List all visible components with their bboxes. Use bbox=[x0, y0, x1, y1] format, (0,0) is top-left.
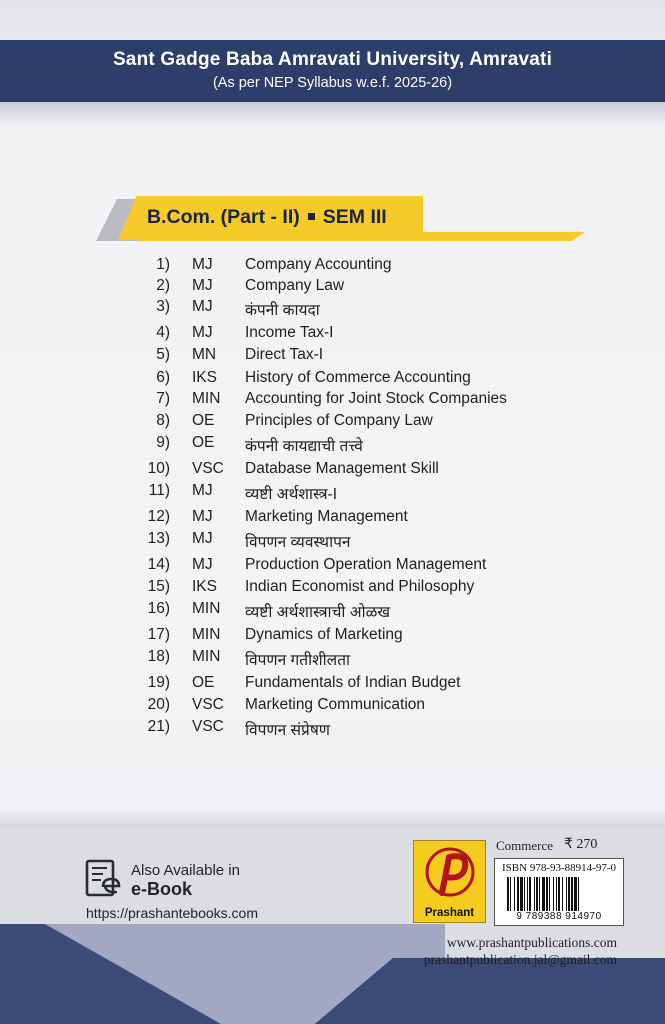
subject-title: विपणन व्यवस्थापन bbox=[245, 534, 351, 551]
barcode-bar bbox=[546, 877, 548, 911]
footer-shade bbox=[0, 808, 665, 830]
subject-number: 8) bbox=[156, 412, 170, 429]
barcode-bar bbox=[556, 877, 557, 911]
subject-title: Database Management Skill bbox=[245, 460, 439, 477]
subject-title: Income Tax-I bbox=[245, 324, 334, 341]
subject-number: 10) bbox=[147, 460, 170, 477]
subject-number: 15) bbox=[147, 578, 170, 595]
barcode-bar bbox=[524, 877, 525, 911]
barcode-bar bbox=[534, 877, 535, 911]
syllabus-note: (As per NEP Syllabus w.e.f. 2025-26) bbox=[212, 75, 453, 91]
subject-title: विपणन गतीशीलता bbox=[245, 652, 351, 669]
subject-number: 5) bbox=[156, 346, 170, 363]
barcode-bar bbox=[520, 877, 523, 911]
barcode-digits: 9 789388 914970 bbox=[516, 911, 602, 922]
subject-number: 16) bbox=[147, 600, 170, 617]
subject-title: Production Operation Management bbox=[245, 556, 487, 573]
subject-title: Company Accounting bbox=[245, 256, 392, 273]
barcode-bar bbox=[507, 877, 509, 911]
course-title bbox=[147, 206, 387, 229]
subject-code: MJ bbox=[192, 298, 213, 315]
subject-code: OE bbox=[192, 674, 215, 691]
barcode-bar bbox=[562, 877, 563, 911]
barcode-bar bbox=[566, 877, 567, 911]
subject-number: 11) bbox=[148, 482, 170, 499]
header-band bbox=[0, 40, 665, 102]
also-available-text: Also Available in bbox=[131, 862, 240, 879]
ebook-icon bbox=[83, 859, 123, 899]
barcode-bar bbox=[527, 877, 528, 911]
subject-code: MJ bbox=[192, 508, 213, 525]
subject-number: 14) bbox=[147, 556, 170, 573]
barcode-icon bbox=[505, 877, 613, 911]
course-part: B.Com. (Part - II) bbox=[147, 206, 300, 228]
subject-title: Fundamentals of Indian Budget bbox=[245, 674, 461, 691]
barcode-bar bbox=[558, 877, 560, 911]
subject-code: VSC bbox=[192, 718, 224, 735]
subject-title: Marketing Communication bbox=[245, 696, 426, 713]
subject-number: 21) bbox=[147, 718, 170, 735]
subject-code: MJ bbox=[192, 324, 213, 341]
subject-code: MJ bbox=[192, 530, 213, 547]
subject-number: 13) bbox=[147, 530, 170, 547]
university-name: Sant Gadge Baba Amravati University, Amravati bbox=[112, 49, 553, 70]
barcode-bar bbox=[514, 877, 515, 911]
subject-code: MJ bbox=[192, 482, 213, 499]
logo-label: Prashant bbox=[424, 907, 475, 919]
subject-title: Direct Tax-I bbox=[245, 346, 324, 363]
subject-number: 2) bbox=[156, 277, 170, 294]
ebook-label: e-Book bbox=[131, 879, 193, 899]
subject-code: MN bbox=[192, 346, 217, 363]
isbn-text: ISBN 978-93-88914-97-0 bbox=[502, 862, 616, 874]
barcode-bar bbox=[571, 877, 573, 911]
subject-title: Principles of Company Law bbox=[245, 412, 433, 429]
category-label: Commerce bbox=[496, 838, 554, 853]
subject-code: IKS bbox=[192, 578, 217, 595]
subject-title: History of Commerce Accounting bbox=[245, 369, 471, 386]
subject-number: 1) bbox=[156, 256, 170, 273]
barcode-bar bbox=[574, 877, 577, 911]
subject-number: 7) bbox=[156, 390, 170, 407]
subject-code: MJ bbox=[192, 556, 213, 573]
subject-title: Accounting for Joint Stock Companies bbox=[245, 390, 507, 407]
subject-code: MIN bbox=[192, 390, 221, 407]
barcode-bar bbox=[578, 877, 579, 911]
square-bullet-icon bbox=[308, 213, 315, 220]
subject-title: कंपनी कायदा bbox=[245, 302, 320, 319]
subject-title: कंपनी कायद्याची तत्त्वे bbox=[245, 438, 363, 455]
subject-number: 12) bbox=[147, 508, 170, 525]
prashant-p-icon bbox=[425, 845, 475, 903]
barcode-bar bbox=[549, 877, 550, 911]
subject-title: Company Law bbox=[245, 277, 345, 294]
subject-number: 9) bbox=[156, 434, 170, 451]
barcode-bar bbox=[539, 877, 540, 911]
prashant-logo bbox=[413, 840, 486, 923]
subject-title: Marketing Management bbox=[245, 508, 408, 525]
subject-code: MIN bbox=[192, 626, 221, 643]
subject-title: Indian Economist and Philosophy bbox=[245, 578, 475, 595]
subject-code: OE bbox=[192, 434, 215, 451]
subject-code: IKS bbox=[192, 369, 217, 386]
subject-code: VSC bbox=[192, 460, 224, 477]
subject-number: 4) bbox=[156, 324, 170, 341]
barcode-bar bbox=[517, 877, 519, 911]
barcode-bar bbox=[510, 877, 511, 911]
subject-title: Dynamics of Marketing bbox=[245, 626, 403, 643]
barcode-bar bbox=[568, 877, 570, 911]
publisher-website[interactable]: www.prashantpublications.com bbox=[446, 935, 617, 950]
price-label: ₹ 270 bbox=[564, 837, 598, 852]
subject-code: OE bbox=[192, 412, 215, 429]
banner-underline bbox=[140, 232, 585, 241]
barcode-bar bbox=[553, 877, 554, 911]
course-semester: SEM III bbox=[322, 206, 387, 228]
subject-number: 17) bbox=[147, 626, 170, 643]
subject-title: विपणन संप्रेषण bbox=[245, 722, 331, 739]
subject-title: व्यष्टी अर्थशास्त्राची ओळख bbox=[245, 604, 391, 621]
subject-code: MJ bbox=[192, 256, 213, 273]
subject-number: 20) bbox=[147, 696, 170, 713]
barcode-bar bbox=[536, 877, 538, 911]
subject-title: व्यष्टी अर्थशास्त्र-I bbox=[245, 486, 338, 503]
isbn-barcode-box bbox=[494, 858, 624, 926]
subject-number: 3) bbox=[156, 298, 170, 315]
subject-code: MJ bbox=[192, 277, 213, 294]
header-shadow bbox=[0, 102, 665, 124]
publisher-email[interactable]: prashantpublication.jal@gmail.com bbox=[423, 952, 617, 967]
barcode-bar bbox=[542, 877, 545, 911]
subject-code: MIN bbox=[192, 600, 221, 617]
ebook-url-link[interactable]: https://prashantebooks.com bbox=[86, 905, 258, 921]
subject-code: MIN bbox=[192, 648, 221, 665]
subject-number: 6) bbox=[156, 369, 170, 386]
subject-number: 19) bbox=[147, 674, 170, 691]
subject-code: VSC bbox=[192, 696, 224, 713]
subject-number: 18) bbox=[147, 648, 170, 665]
barcode-bar bbox=[529, 877, 531, 911]
